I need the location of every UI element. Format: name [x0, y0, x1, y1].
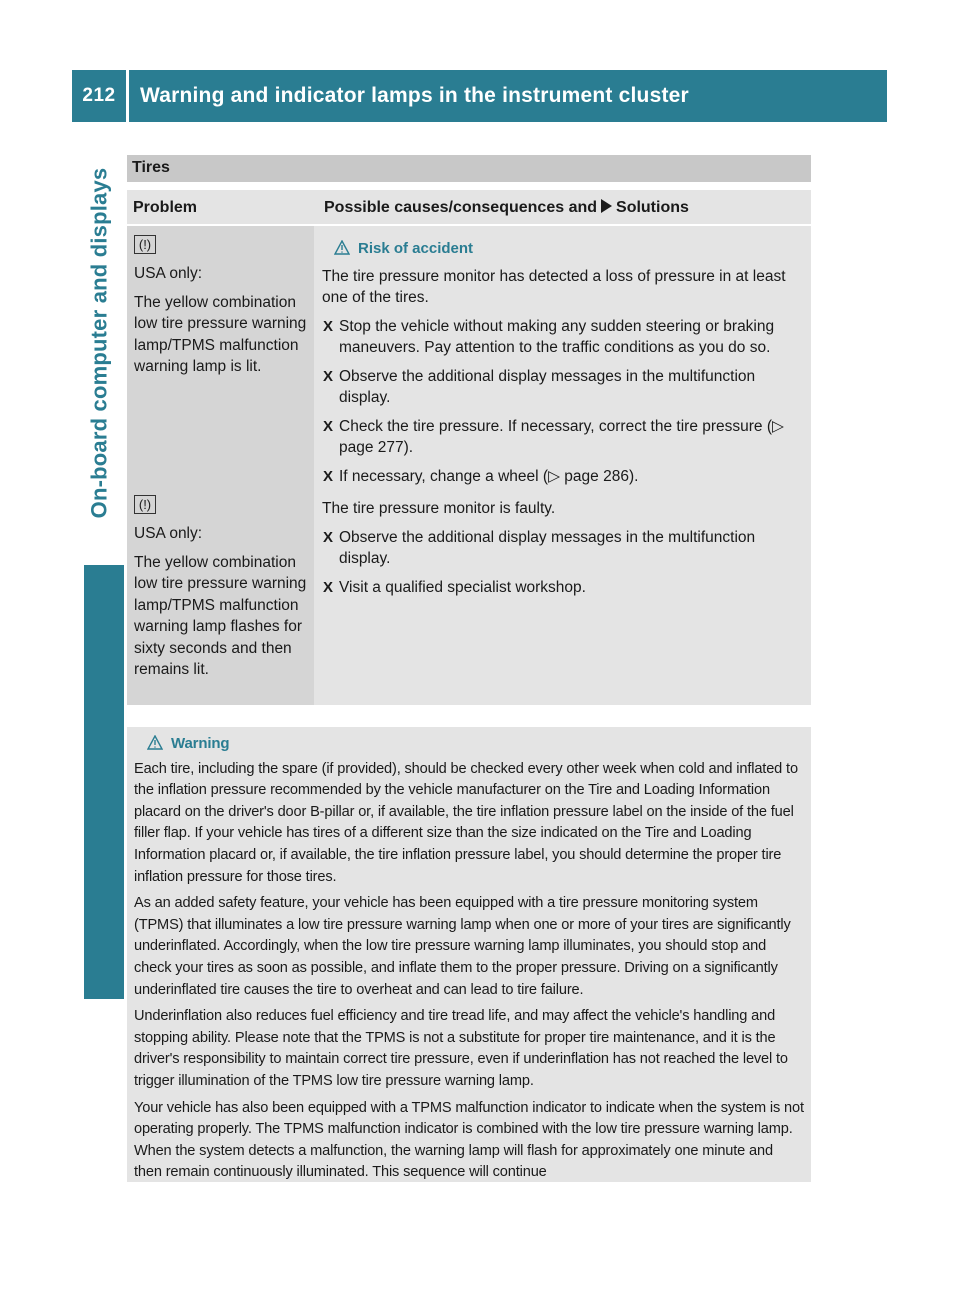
list-item: X Check the tire pressure. If necessary, correct the tire pressure (▷ page 277).: [323, 417, 784, 456]
region-note: USA only:: [134, 525, 203, 542]
column-header-problem: Problem: [127, 190, 314, 224]
column-header-solutions-pre: Possible causes/consequences and: [324, 199, 598, 216]
page-number: 212: [72, 70, 126, 122]
cause-text: The tire pressure monitor is faulty.: [322, 500, 556, 517]
list-item: X Visit a qualified specialist workshop.: [322, 577, 803, 599]
arrow-right-icon: [601, 199, 612, 213]
warning-paragraph: Each tire, including the spare (if provided), should be checked every other week when cold and inflated to the inflation pressure recommended by the vehicle manufacturer on the Tire and Loading Information placard on the driver's door B-pillar or, if available, the tire inflation pressure label on the inside of the fuel filler flap. If your vehicle has tires of a different size than the size indicated on the Tire and Loading Information placard or, if available, the tire inflation pressure label, you should determine the proper tire inflation pressure for those tires.: [134, 760, 798, 885]
cause-text: The tire pressure monitor has detected a loss of pressure in at least one of the tires.: [322, 267, 786, 306]
warning-title: Warning: [171, 735, 230, 752]
warning-paragraph: As an added safety feature, your vehicle has been equipped with a tire pressure monitoring system (TPMS) that illuminates a low tire pressure warning lamp when one or more of your tires are significantly underinflated. Accordingly, when the low tire pressure warning lamp illuminates, you should stop and check your tires as soon as possible, and inflate them to the proper pressure. Driving on a significantly underinflated tire causes the tire to overheat and can lead to tire failure.: [134, 895, 791, 998]
list-item: X Observe the additional display messages in the multifunction display.: [323, 528, 756, 567]
section-side-label-text: On-board computer and displays: [86, 167, 111, 519]
action-arrow-icon: X: [323, 417, 334, 435]
table-row-problem: [127, 226, 314, 486]
column-header-solutions-post: Solutions: [616, 199, 689, 216]
table-row-problem: [127, 486, 314, 705]
warning-paragraph: Underinflation also reduces fuel efficiency and tire tread life, and may affect the vehicle's handling and stopping ability. Please note that the TPMS is not a substitute for proper tire maintenance, and it is the driver's responsibility to maintain correct tire pressure, even if underinflation has not reached the level to trigger illumination of the TPMS low tire pressure warning lamp.: [134, 1008, 788, 1089]
warning-heading: [147, 733, 804, 755]
warning-box: [127, 727, 811, 1182]
table-row-solutions: [314, 226, 811, 486]
section-side-label: [72, 123, 126, 563]
warning-paragraph: Your vehicle has also been equipped with a TPMS malfunction indicator to indicate when the system is not operating properly. The TPMS malfunction indicator is combined with the low tire pressure warning lamp. When the system detects a malfunction, the warning lamp will flash for approximately one minute and then remain continuously illuminated. This sequence will continue: [134, 1099, 804, 1181]
warning-triangle-icon: [147, 735, 163, 750]
problem-text: The yellow combination low tire pressure warning lamp/TPMS malfunction warning lamp is lit.: [134, 293, 307, 375]
action-arrow-icon: X: [323, 317, 334, 335]
risk-warning-title: Risk of accident: [358, 240, 474, 257]
problem-text: The yellow combination low tire pressure warning lamp/TPMS malfunction warning lamp flashes for sixty seconds and then remains lit.: [134, 553, 307, 678]
risk-warning-heading: [334, 238, 803, 260]
list-item: X Observe the additional display messages in the multifunction display.: [323, 367, 756, 406]
action-arrow-icon: X: [323, 467, 334, 485]
tire-pressure-lamp-icon: (!): [134, 235, 156, 254]
column-header-solutions: [314, 190, 811, 224]
section-side-tab: [84, 565, 124, 999]
region-note: USA only:: [134, 265, 203, 282]
warning-triangle-icon: [334, 240, 350, 255]
action-arrow-icon: X: [323, 528, 334, 546]
tire-pressure-lamp-icon: (!): [134, 495, 156, 514]
action-arrow-icon: X: [323, 367, 334, 385]
list-item: X If necessary, change a wheel (▷ page 286).: [322, 466, 803, 488]
table-title: Tires: [127, 155, 811, 182]
list-item: X Stop the vehicle without making any sudden steering or braking maneuvers. Pay attention to the traffic conditions as you do so.: [323, 317, 775, 356]
table-row-solutions: [314, 486, 811, 705]
action-arrow-icon: X: [323, 578, 334, 596]
page-title: Warning and indicator lamps in the instrument cluster: [129, 70, 887, 122]
